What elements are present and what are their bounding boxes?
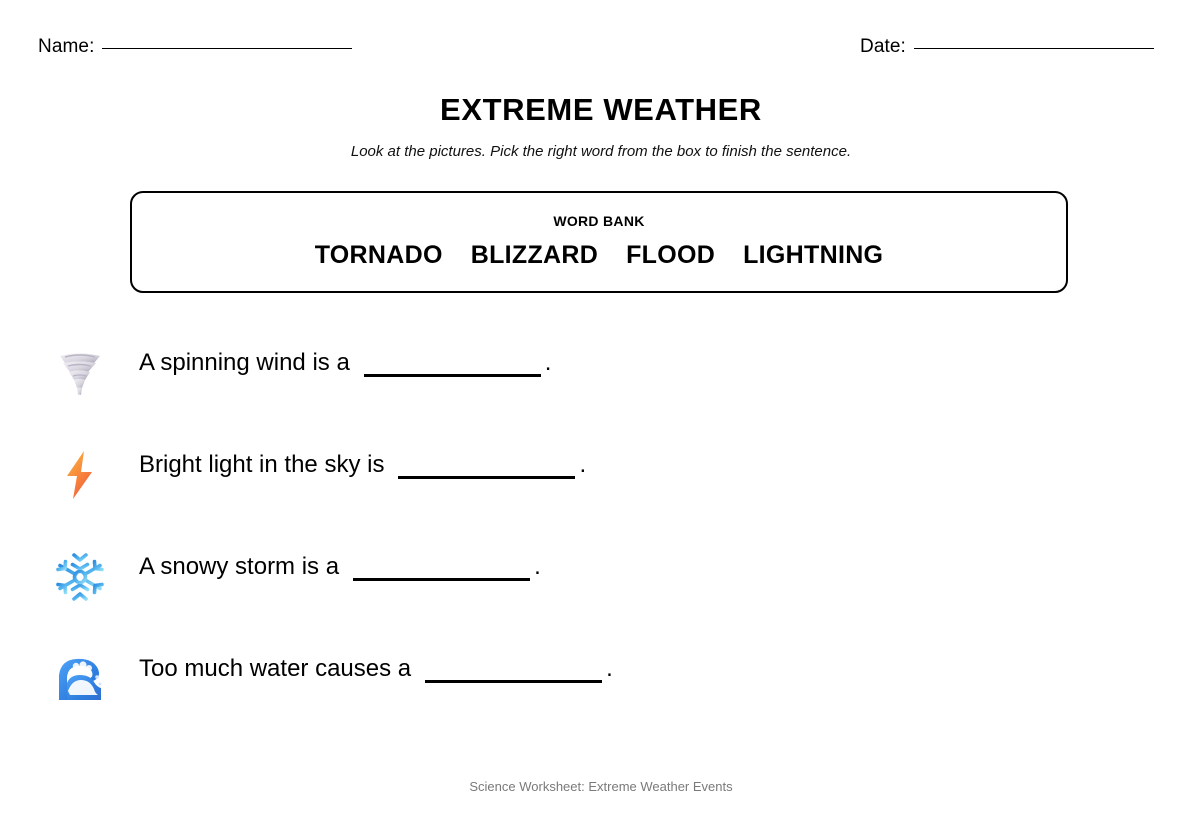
date-label: Date: xyxy=(860,36,906,57)
word-bank-word[interactable]: LIGHTNING xyxy=(743,241,884,269)
question-period: . xyxy=(534,553,541,580)
question-text xyxy=(139,451,586,479)
tornado-icon xyxy=(52,345,108,401)
worksheet-header xyxy=(0,36,1202,66)
question-text xyxy=(139,553,541,581)
word-bank-heading: WORD BANK xyxy=(553,213,645,229)
answer-blank[interactable] xyxy=(364,374,541,377)
word-bank-word-list xyxy=(132,241,1066,270)
page-title: EXTREME WEATHER xyxy=(440,92,762,127)
answer-blank[interactable] xyxy=(398,476,575,479)
question-prompt: Bright light in the sky is xyxy=(139,451,385,478)
word-bank-word[interactable]: BLIZZARD xyxy=(470,241,599,269)
ocean-wave-icon xyxy=(52,651,108,707)
question-period: . xyxy=(606,655,613,682)
question-row xyxy=(0,341,1202,443)
name-field-group xyxy=(38,36,352,58)
question-period: . xyxy=(579,451,587,478)
question-row xyxy=(0,443,1202,545)
word-bank-word[interactable]: TORNADO xyxy=(314,241,443,269)
worksheet-footer: Science Worksheet: Extreme Weather Events xyxy=(469,779,733,794)
question-list xyxy=(0,341,1202,749)
word-bank-box xyxy=(130,191,1068,293)
date-write-line[interactable] xyxy=(914,48,1154,49)
name-label: Name: xyxy=(38,36,95,57)
name-write-line[interactable] xyxy=(102,48,352,49)
question-row xyxy=(0,647,1202,749)
question-prompt: A snowy storm is a xyxy=(139,553,340,580)
question-row xyxy=(0,545,1202,647)
answer-blank[interactable] xyxy=(353,578,530,581)
lightning-bolt-icon xyxy=(52,447,108,503)
answer-blank[interactable] xyxy=(425,680,602,683)
question-prompt: Too much water causes a xyxy=(139,655,412,682)
page-subtitle: Look at the pictures. Pick the right word from the box to finish the sentence. xyxy=(350,143,852,160)
question-period: . xyxy=(544,349,552,376)
snowflake-icon xyxy=(52,549,108,605)
question-prompt: A spinning wind is a xyxy=(139,349,350,376)
question-text xyxy=(139,349,551,377)
word-bank-word[interactable]: FLOOD xyxy=(626,241,716,269)
date-field-group xyxy=(860,36,1154,58)
question-text xyxy=(139,655,613,683)
